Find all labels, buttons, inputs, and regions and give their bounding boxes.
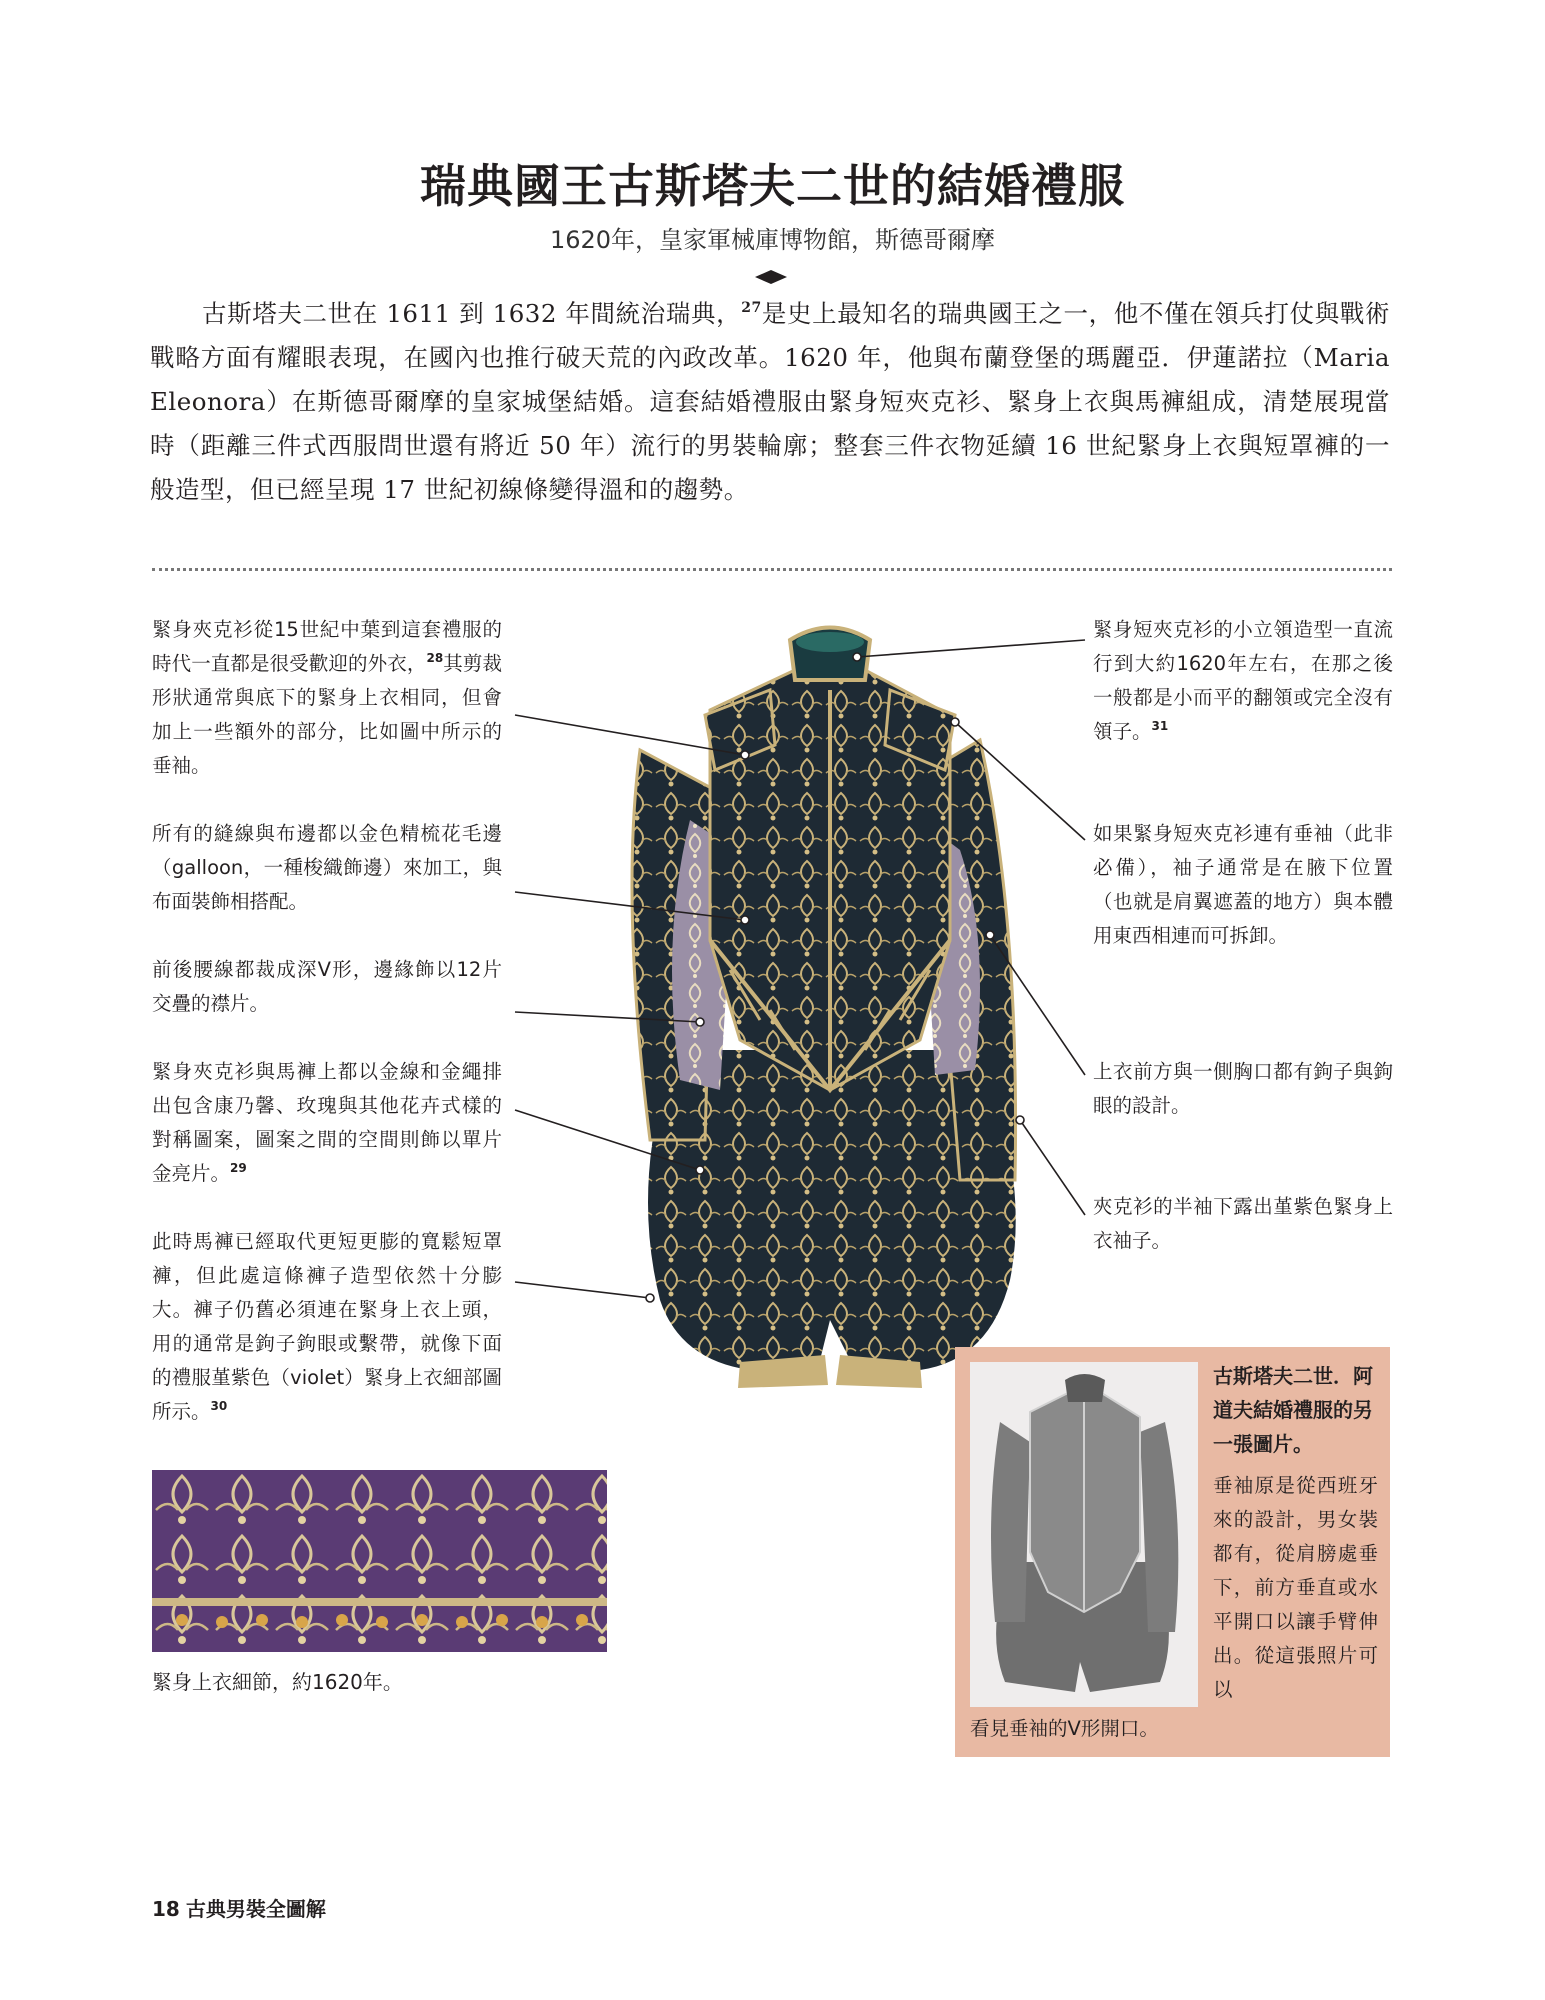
note-v-waist — [152, 953, 502, 1021]
footnote-ref-31: 31 — [1151, 719, 1169, 733]
note-hooks-eyes — [1093, 1055, 1393, 1123]
note-text: 緊身夾克衫與馬褲上都以金線和金繩排出包含康乃馨、玫瑰與其他花卉式樣的對稱圖案，圖案之間的空間則飾以單片金亮片。 — [152, 1060, 502, 1185]
divider-ornament — [755, 270, 787, 284]
page-subtitle: 1620年，皇家軍械庫博物館，斯德哥爾摩 — [549, 226, 996, 254]
detail-photo-caption: 緊身上衣細節，約1620年。 — [152, 1670, 403, 1694]
note-text: 前後腰線都裁成深V形，邊緣飾以12片交疊的襟片。 — [152, 958, 502, 1015]
footnote-ref-27: 27 — [741, 300, 762, 316]
wedding-suit-photo — [620, 620, 1040, 1390]
note-text: 夾克衫的半袖下露出堇紫色緊身上衣袖子。 — [1093, 1195, 1393, 1252]
note-text: 緊身短夾克衫的小立領造型一直流行到大約1620年左右，在那之後一般都是小而平的翻領或完全沒有領子。 — [1093, 618, 1393, 743]
sidebar-body-tail: 看見垂袖的V形開口。 — [970, 1717, 1159, 1740]
dotted-divider — [152, 568, 1392, 571]
doublet-detail-photo — [152, 1470, 607, 1652]
note-text: 其剪裁形狀通常與底下的緊身上衣相同，但會加上一些額外的部分，比如圖中所示的垂袖。 — [152, 652, 502, 777]
note-text: 如果緊身短夾克衫連有垂袖（此非必備），袖子通常是在腋下位置（也就是肩翼遮蓋的地方）與本體用東西相連而可拆卸。 — [1093, 822, 1393, 947]
footnote-ref-30: 30 — [210, 1399, 228, 1413]
page-number: 18 — [152, 1897, 180, 1921]
page-footer — [152, 1893, 326, 1922]
note-hanging-sleeves — [1093, 817, 1393, 953]
intro-text-start: 古斯塔夫二世在 1611 到 1632 年間統治瑞典， — [202, 299, 742, 328]
note-violet-sleeves — [1093, 1190, 1393, 1258]
intro-paragraph — [150, 292, 1390, 512]
page-title: 瑞典國王古斯塔夫二世的結婚禮服 — [420, 159, 1125, 213]
note-breeches — [152, 1225, 502, 1429]
note-text: 此時馬褲已經取代更短更膨的寬鬆短罩褲，但此處這條褲子造型依然十分膨大。褲子仍舊必須連在緊身上衣上頭，用的通常是鉤子鉤眼或繫帶，就像下面的禮服堇紫色（violet）緊身上衣細部圖所示。 — [152, 1230, 502, 1423]
book-title: 古典男裝全圖解 — [185, 1897, 326, 1921]
alternate-suit-photo — [970, 1362, 1198, 1707]
note-text: 上衣前方與一側胸口都有鉤子與鉤眼的設計。 — [1093, 1060, 1393, 1117]
note-text: 所有的縫線與布邊都以金色精梳花毛邊（galloon，一種梭織飾邊）來加工，與布面裝飾相搭配。 — [152, 822, 502, 913]
note-jacket-history — [152, 613, 502, 783]
sidebar-heading: 古斯塔夫二世．阿道夫結婚禮服的另一張圖片。 — [1213, 1364, 1373, 1456]
note-embroidery-pattern — [152, 1055, 502, 1191]
sidebar-body: 垂袖原是從西班牙來的設計，男女裝都有，從肩膀處垂下，前方垂直或水平開口以讓手臂伸出。從這張照片可以 — [1213, 1474, 1378, 1701]
footnote-ref-29: 29 — [230, 1161, 247, 1175]
note-galloon-trim — [152, 817, 502, 919]
note-text: 緊身夾克衫從15世紀中葉到這套禮服的時代一直都是很受歡迎的外衣， — [152, 618, 502, 675]
sidebar-box — [955, 1347, 1390, 1757]
note-standing-collar — [1093, 613, 1393, 749]
intro-text-rest: 是史上最知名的瑞典國王之一，他不僅在領兵打仗與戰術戰略方面有耀眼表現，在國內也推行破天荒的內政改革。1620 年，他與布蘭登堡的瑪麗亞．伊蓮諾拉（Maria Eleonora）在斯德哥爾摩的皇家城堡結婚。這套結婚禮服由緊身短夾克衫、緊身上衣與馬褲組成，清楚展現當時（距離三件式西服問世還有將近 50 年）流行的男裝輪廓；整套三件衣物延續 16 世紀緊身上衣與短罩褲的一般造型，但已經呈現 17 世紀初線條變得溫和的趨勢。 — [150, 299, 1390, 504]
footnote-ref-28: 28 — [426, 651, 444, 665]
